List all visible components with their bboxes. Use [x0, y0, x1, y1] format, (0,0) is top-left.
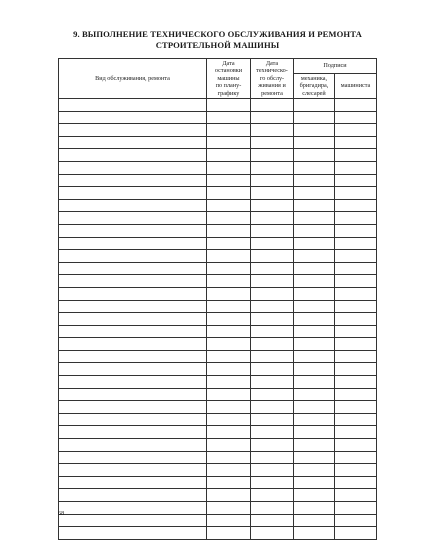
table-row — [59, 439, 377, 452]
cell-maintenance-type[interactable] — [59, 413, 207, 426]
cell-stop-date[interactable] — [207, 212, 251, 225]
header-maintenance-type: Вид обслуживания, ремонта — [59, 59, 207, 99]
table-row — [59, 313, 377, 326]
cell-mechanic-signature[interactable] — [294, 250, 335, 263]
cell-stop-date[interactable] — [207, 388, 251, 401]
cell-mechanic-signature[interactable] — [294, 174, 335, 187]
cell-operator-signature[interactable] — [335, 363, 377, 376]
cell-stop-date[interactable] — [207, 99, 251, 112]
table-row — [59, 237, 377, 250]
table-row — [59, 174, 377, 187]
cell-service-date[interactable] — [251, 413, 294, 426]
cell-stop-date[interactable] — [207, 287, 251, 300]
cell-operator-signature[interactable] — [335, 161, 377, 174]
table-row — [59, 426, 377, 439]
cell-stop-date[interactable] — [207, 275, 251, 288]
cell-maintenance-type[interactable] — [59, 224, 207, 237]
table-row — [59, 527, 377, 540]
cell-mechanic-signature[interactable] — [294, 464, 335, 477]
header-stop-date-line: остановки — [214, 67, 243, 75]
page-number: 68 — [58, 510, 65, 517]
header-mechanic-line: бригадира, — [299, 82, 329, 90]
cell-operator-signature[interactable] — [335, 199, 377, 212]
cell-operator-signature[interactable] — [335, 502, 377, 515]
header-stop-date-line: Дата — [222, 60, 235, 67]
table-row — [59, 363, 377, 376]
cell-service-date[interactable] — [251, 136, 294, 149]
cell-operator-signature[interactable] — [335, 388, 377, 401]
table-row — [59, 275, 377, 288]
cell-mechanic-signature[interactable] — [294, 502, 335, 515]
header-mechanic-line: слесарей — [302, 89, 326, 97]
header-service-date-line: го обслу- — [259, 74, 285, 82]
cell-operator-signature[interactable] — [335, 338, 377, 351]
cell-stop-date[interactable] — [207, 363, 251, 376]
cell-mechanic-signature[interactable] — [294, 212, 335, 225]
cell-stop-date[interactable] — [207, 527, 251, 540]
cell-maintenance-type[interactable] — [59, 401, 207, 414]
cell-mechanic-signature[interactable] — [294, 149, 335, 162]
table-row — [59, 476, 377, 489]
table-row — [59, 161, 377, 174]
table-row — [59, 350, 377, 363]
cell-stop-date[interactable] — [207, 187, 251, 200]
cell-operator-signature[interactable] — [335, 313, 377, 326]
cell-maintenance-type[interactable] — [59, 287, 207, 300]
header-service-date — [251, 59, 294, 99]
table-row — [59, 401, 377, 414]
cell-mechanic-signature[interactable] — [294, 426, 335, 439]
cell-mechanic-signature[interactable] — [294, 527, 335, 540]
cell-maintenance-type[interactable] — [59, 136, 207, 149]
cell-service-date[interactable] — [251, 262, 294, 275]
cell-operator-signature[interactable] — [335, 451, 377, 464]
cell-operator-signature[interactable] — [335, 476, 377, 489]
table-row — [59, 212, 377, 225]
page-title-line-1: 9. ВЫПОЛНЕНИЕ ТЕХНИЧЕСКОГО ОБСЛУЖИВАНИЯ И РЕМОНТА — [73, 29, 362, 39]
cell-maintenance-type[interactable] — [59, 451, 207, 464]
table-row — [59, 300, 377, 313]
header-mechanic — [294, 74, 335, 99]
cell-service-date[interactable] — [251, 464, 294, 477]
table-row — [59, 262, 377, 275]
cell-stop-date[interactable] — [207, 174, 251, 187]
cell-stop-date[interactable] — [207, 489, 251, 502]
cell-maintenance-type[interactable] — [59, 124, 207, 137]
cell-mechanic-signature[interactable] — [294, 363, 335, 376]
header-mechanic-line: механика, — [300, 74, 328, 82]
table-row — [59, 325, 377, 338]
cell-service-date[interactable] — [251, 161, 294, 174]
cell-operator-signature[interactable] — [335, 124, 377, 137]
cell-operator-signature[interactable] — [335, 262, 377, 275]
header-stop-date-line: графику — [217, 89, 240, 97]
cell-mechanic-signature[interactable] — [294, 287, 335, 300]
cell-service-date[interactable] — [251, 489, 294, 502]
cell-operator-signature[interactable] — [335, 174, 377, 187]
cell-stop-date[interactable] — [207, 350, 251, 363]
table-row — [59, 413, 377, 426]
table-row — [59, 111, 377, 124]
cell-maintenance-type[interactable] — [59, 426, 207, 439]
cell-stop-date[interactable] — [207, 300, 251, 313]
cell-mechanic-signature[interactable] — [294, 338, 335, 351]
cell-stop-date[interactable] — [207, 376, 251, 389]
cell-service-date[interactable] — [251, 187, 294, 200]
cell-stop-date[interactable] — [207, 439, 251, 452]
cell-maintenance-type[interactable] — [59, 250, 207, 263]
cell-maintenance-type[interactable] — [59, 388, 207, 401]
cell-service-date[interactable] — [251, 502, 294, 515]
cell-mechanic-signature[interactable] — [294, 136, 335, 149]
cell-mechanic-signature[interactable] — [294, 388, 335, 401]
table-row — [59, 502, 377, 515]
cell-maintenance-type[interactable] — [59, 149, 207, 162]
cell-operator-signature[interactable] — [335, 514, 377, 527]
cell-mechanic-signature[interactable] — [294, 325, 335, 338]
table-row — [59, 464, 377, 477]
cell-service-date[interactable] — [251, 237, 294, 250]
cell-maintenance-type[interactable] — [59, 237, 207, 250]
table-row — [59, 136, 377, 149]
cell-service-date[interactable] — [251, 124, 294, 137]
cell-mechanic-signature[interactable] — [294, 476, 335, 489]
cell-operator-signature[interactable] — [335, 464, 377, 477]
table-row — [59, 250, 377, 263]
header-service-date-line: ремонта — [261, 89, 283, 97]
cell-mechanic-signature[interactable] — [294, 262, 335, 275]
table-row — [59, 514, 377, 527]
cell-service-date[interactable] — [251, 111, 294, 124]
cell-operator-signature[interactable] — [335, 426, 377, 439]
cell-operator-signature[interactable] — [335, 401, 377, 414]
cell-mechanic-signature[interactable] — [294, 224, 335, 237]
cell-service-date[interactable] — [251, 149, 294, 162]
header-operator: машиниста — [335, 74, 377, 99]
cell-stop-date[interactable] — [207, 502, 251, 515]
cell-mechanic-signature[interactable] — [294, 99, 335, 112]
cell-maintenance-type[interactable] — [59, 514, 207, 527]
table-row — [59, 388, 377, 401]
cell-mechanic-signature[interactable] — [294, 187, 335, 200]
cell-mechanic-signature[interactable] — [294, 111, 335, 124]
cell-service-date[interactable] — [251, 199, 294, 212]
cell-mechanic-signature[interactable] — [294, 413, 335, 426]
header-service-date-line: живания и — [258, 82, 286, 90]
cell-mechanic-signature[interactable] — [294, 451, 335, 464]
cell-mechanic-signature[interactable] — [294, 300, 335, 313]
cell-operator-signature[interactable] — [335, 489, 377, 502]
cell-maintenance-type[interactable] — [59, 161, 207, 174]
cell-operator-signature[interactable] — [335, 300, 377, 313]
cell-operator-signature[interactable] — [335, 187, 377, 200]
cell-mechanic-signature[interactable] — [294, 439, 335, 452]
table-row — [59, 224, 377, 237]
header-stop-date — [207, 59, 251, 99]
cell-operator-signature[interactable] — [335, 212, 377, 225]
cell-maintenance-type[interactable] — [59, 489, 207, 502]
cell-stop-date[interactable] — [207, 262, 251, 275]
cell-maintenance-type[interactable] — [59, 338, 207, 351]
table-row — [59, 338, 377, 351]
cell-mechanic-signature[interactable] — [294, 237, 335, 250]
cell-maintenance-type[interactable] — [59, 111, 207, 124]
cell-service-date[interactable] — [251, 99, 294, 112]
cell-maintenance-type[interactable] — [59, 212, 207, 225]
cell-maintenance-type[interactable] — [59, 325, 207, 338]
cell-service-date[interactable] — [251, 212, 294, 225]
cell-operator-signature[interactable] — [335, 376, 377, 389]
cell-service-date[interactable] — [251, 426, 294, 439]
table-row — [59, 99, 377, 112]
cell-stop-date[interactable] — [207, 124, 251, 137]
cell-maintenance-type[interactable] — [59, 187, 207, 200]
table-row — [59, 489, 377, 502]
cell-stop-date[interactable] — [207, 413, 251, 426]
cell-maintenance-type[interactable] — [59, 275, 207, 288]
cell-maintenance-type[interactable] — [59, 363, 207, 376]
cell-operator-signature[interactable] — [335, 275, 377, 288]
cell-service-date[interactable] — [251, 325, 294, 338]
cell-stop-date[interactable] — [207, 224, 251, 237]
cell-maintenance-type[interactable] — [59, 439, 207, 452]
cell-service-date[interactable] — [251, 174, 294, 187]
cell-service-date[interactable] — [251, 300, 294, 313]
cell-service-date[interactable] — [251, 224, 294, 237]
table-row — [59, 451, 377, 464]
cell-stop-date[interactable] — [207, 149, 251, 162]
cell-maintenance-type[interactable] — [59, 300, 207, 313]
cell-service-date[interactable] — [251, 376, 294, 389]
cell-stop-date[interactable] — [207, 401, 251, 414]
cell-operator-signature[interactable] — [335, 325, 377, 338]
cell-maintenance-type[interactable] — [59, 313, 207, 326]
header-service-date-line: техническо- — [256, 67, 288, 75]
cell-operator-signature[interactable] — [335, 287, 377, 300]
cell-operator-signature[interactable] — [335, 99, 377, 112]
cell-service-date[interactable] — [251, 313, 294, 326]
cell-mechanic-signature[interactable] — [294, 124, 335, 137]
cell-operator-signature[interactable] — [335, 237, 377, 250]
cell-maintenance-type[interactable] — [59, 464, 207, 477]
cell-service-date[interactable] — [251, 401, 294, 414]
header-stop-date-line: машины — [217, 74, 240, 82]
cell-maintenance-type[interactable] — [59, 199, 207, 212]
cell-mechanic-signature[interactable] — [294, 275, 335, 288]
cell-service-date[interactable] — [251, 287, 294, 300]
maintenance-log-body — [59, 99, 377, 540]
cell-service-date[interactable] — [251, 439, 294, 452]
cell-service-date[interactable] — [251, 527, 294, 540]
cell-stop-date[interactable] — [207, 250, 251, 263]
cell-stop-date[interactable] — [207, 199, 251, 212]
cell-maintenance-type[interactable] — [59, 502, 207, 515]
cell-mechanic-signature[interactable] — [294, 161, 335, 174]
table-row — [59, 199, 377, 212]
cell-service-date[interactable] — [251, 350, 294, 363]
cell-mechanic-signature[interactable] — [294, 401, 335, 414]
cell-service-date[interactable] — [251, 514, 294, 527]
cell-maintenance-type[interactable] — [59, 350, 207, 363]
cell-maintenance-type[interactable] — [59, 262, 207, 275]
header-service-date-line: Дата — [265, 60, 279, 67]
cell-service-date[interactable] — [251, 388, 294, 401]
cell-stop-date[interactable] — [207, 237, 251, 250]
table-row — [59, 287, 377, 300]
cell-operator-signature[interactable] — [335, 149, 377, 162]
cell-stop-date[interactable] — [207, 338, 251, 351]
table-row — [59, 187, 377, 200]
cell-operator-signature[interactable] — [335, 111, 377, 124]
cell-mechanic-signature[interactable] — [294, 514, 335, 527]
header-stop-date-line: по плану- — [215, 82, 242, 90]
cell-operator-signature[interactable] — [335, 439, 377, 452]
table-row — [59, 149, 377, 162]
cell-stop-date[interactable] — [207, 111, 251, 124]
maintenance-log-table — [58, 58, 377, 540]
cell-maintenance-type[interactable] — [59, 376, 207, 389]
cell-service-date[interactable] — [251, 338, 294, 351]
cell-stop-date[interactable] — [207, 451, 251, 464]
cell-mechanic-signature[interactable] — [294, 350, 335, 363]
cell-service-date[interactable] — [251, 476, 294, 489]
cell-service-date[interactable] — [251, 451, 294, 464]
cell-mechanic-signature[interactable] — [294, 489, 335, 502]
cell-stop-date[interactable] — [207, 476, 251, 489]
cell-stop-date[interactable] — [207, 464, 251, 477]
page-title — [0, 29, 435, 51]
cell-service-date[interactable] — [251, 275, 294, 288]
cell-service-date[interactable] — [251, 250, 294, 263]
table-row — [59, 376, 377, 389]
cell-operator-signature[interactable] — [335, 224, 377, 237]
cell-operator-signature[interactable] — [335, 250, 377, 263]
cell-stop-date[interactable] — [207, 325, 251, 338]
cell-maintenance-type[interactable] — [59, 174, 207, 187]
cell-operator-signature[interactable] — [335, 527, 377, 540]
cell-stop-date[interactable] — [207, 426, 251, 439]
cell-mechanic-signature[interactable] — [294, 313, 335, 326]
cell-mechanic-signature[interactable] — [294, 376, 335, 389]
cell-service-date[interactable] — [251, 363, 294, 376]
cell-stop-date[interactable] — [207, 161, 251, 174]
page-title-line-2: СТРОИТЕЛЬНОЙ МАШИНЫ — [155, 40, 280, 50]
cell-stop-date[interactable] — [207, 313, 251, 326]
cell-operator-signature[interactable] — [335, 136, 377, 149]
cell-maintenance-type[interactable] — [59, 99, 207, 112]
cell-stop-date[interactable] — [207, 136, 251, 149]
cell-mechanic-signature[interactable] — [294, 199, 335, 212]
header-signatures: Подписи — [294, 59, 377, 74]
cell-operator-signature[interactable] — [335, 413, 377, 426]
cell-maintenance-type[interactable] — [59, 527, 207, 540]
table-row — [59, 124, 377, 137]
cell-maintenance-type[interactable] — [59, 476, 207, 489]
cell-operator-signature[interactable] — [335, 350, 377, 363]
cell-stop-date[interactable] — [207, 514, 251, 527]
